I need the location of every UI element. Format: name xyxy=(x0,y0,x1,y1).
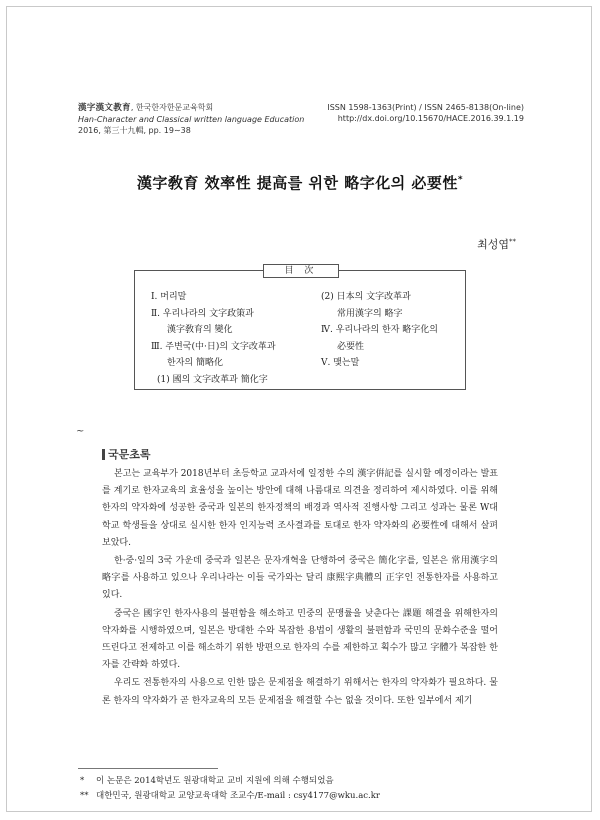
toc-item: Ⅴ. 맺는말 xyxy=(321,358,360,368)
footnote xyxy=(80,774,520,789)
toc-item: 必要性 xyxy=(337,341,365,352)
abstract-heading-text: 국문초록 xyxy=(108,448,151,461)
toc-item: Ⅰ. 머리말 xyxy=(151,292,187,302)
toc-item: 한자의 簡略化 xyxy=(167,358,223,368)
footnote-text: 이 논문은 2014학년도 원광대학교 교비 지원에 의해 수행되었음 xyxy=(96,776,334,786)
abstract-paragraph: 본고는 교육부가 2018년부터 초등학교 교과서에 일정한 수의 漢字倂記를 실시할 예정이라는 발표를 계기로 한자교육의 효율성을 높이는 방안에 대해 나름대로 의견을 정리하여 제시하였다. 이를 위해 한자의 약자화에 성공한 중국과 일본의 한자정책의 배경과 역사적 진행사항 그리고 성과는 물론 W대학교 학생들을 상대로 실시한 한자 인지능력 조사결과를 토대로 한자 약자화의 必要性에 대해서 살펴보았다. xyxy=(102,469,498,548)
journal-english-name: Han-Character and Classical written language Education xyxy=(78,115,305,124)
margin-mark: ~ xyxy=(76,426,85,437)
doi-link[interactable]: http://dx.doi.org/10.15670/HACE.2016.39.1.19 xyxy=(337,114,524,123)
heading-bar-icon xyxy=(102,449,105,460)
author-name: 최성엽 xyxy=(477,238,509,251)
author-footnote-mark: ** xyxy=(509,237,516,246)
footnote-divider xyxy=(78,768,218,769)
paper-title-text: 漢字敎育 效率性 提高를 위한 略字化의 必要性 xyxy=(136,174,458,192)
footnote-mark: ** xyxy=(80,791,89,801)
toc-item: 漢字敎育의 變化 xyxy=(167,325,233,335)
toc-item: (2) 日本의 文字改革과 xyxy=(321,292,411,302)
toc-left-column xyxy=(151,289,311,388)
journal-name: 漢字漢文教育 xyxy=(78,103,131,113)
footnotes xyxy=(80,774,520,804)
table-of-contents xyxy=(134,266,466,390)
paper-title xyxy=(0,172,600,193)
author xyxy=(477,236,516,252)
title-footnote-mark: * xyxy=(457,175,464,185)
toc-item: 常用漢字의 略字 xyxy=(337,308,403,319)
toc-label: 目 次 xyxy=(263,264,339,278)
abstract-body xyxy=(102,466,498,711)
issn-text: ISSN 1598-1363(Print) / ISSN 2465-8138(On-line) xyxy=(327,103,524,112)
toc-item: Ⅱ. 우리나라의 文字政策과 xyxy=(151,308,254,319)
toc-right-column xyxy=(321,289,461,372)
journal-name-line: 漢字漢文教育, 한국한자한문교육학회 xyxy=(78,103,214,113)
journal-header xyxy=(78,102,304,136)
toc-item: Ⅲ. 주변국(中·日)의 文字改革과 xyxy=(151,341,276,352)
footnote xyxy=(80,789,520,804)
abstract-paragraph: 중국은 國字인 한자사용의 불편함을 해소하고 민중의 문맹률을 낮춘다는 課題 해결을 위해한자의 약자화를 시행하였으며, 일본은 방대한 수와 복잡한 용법이 생활의 불편함과 국민의 문화수준을 떨어뜨린다고 전제하고 이를 해소하기 위한 방편으로 한자의 수를 제한하고 획수가 많고 字體가 복잡한 한자를 간략화 하였다. xyxy=(102,608,498,671)
society-name: 한국한자한문교육학회 xyxy=(135,103,214,112)
toc-item: (1) 國의 文字改革과 簡化字 xyxy=(157,374,268,385)
toc-item: Ⅳ. 우리나라의 한자 略字化의 xyxy=(321,325,438,335)
abstract-paragraph: 우리도 전통한자의 사용으로 인한 많은 문제점을 해결하기 위해서는 한자의 약자화가 필요하다. 물론 한자의 약자화가 곧 한자교육의 모든 문제점을 해결할 수는 없을 것이다. 또한 일부에서 제기 xyxy=(102,678,498,706)
journal-volume: 2016, 第三十九輯, pp. 19∼38 xyxy=(78,126,191,135)
footnote-text: 대한민국, 원광대학교 교양교육대학 조교수/E-mail : csy4177@wku.ac.kr xyxy=(96,791,380,801)
abstract-paragraph: 한·중·일의 3국 가운데 중국과 일본은 문자개혁을 단행하여 중국은 簡化字를, 일본은 常用漢字의 略字를 사용하고 있으나 우리나라는 이들 국가와는 달리 康熙字典體의 正字인 전통한자를 사용하고 있다. xyxy=(102,556,498,601)
abstract-heading xyxy=(102,446,151,462)
footnote-mark: * xyxy=(80,776,85,786)
issn-block xyxy=(294,102,524,124)
